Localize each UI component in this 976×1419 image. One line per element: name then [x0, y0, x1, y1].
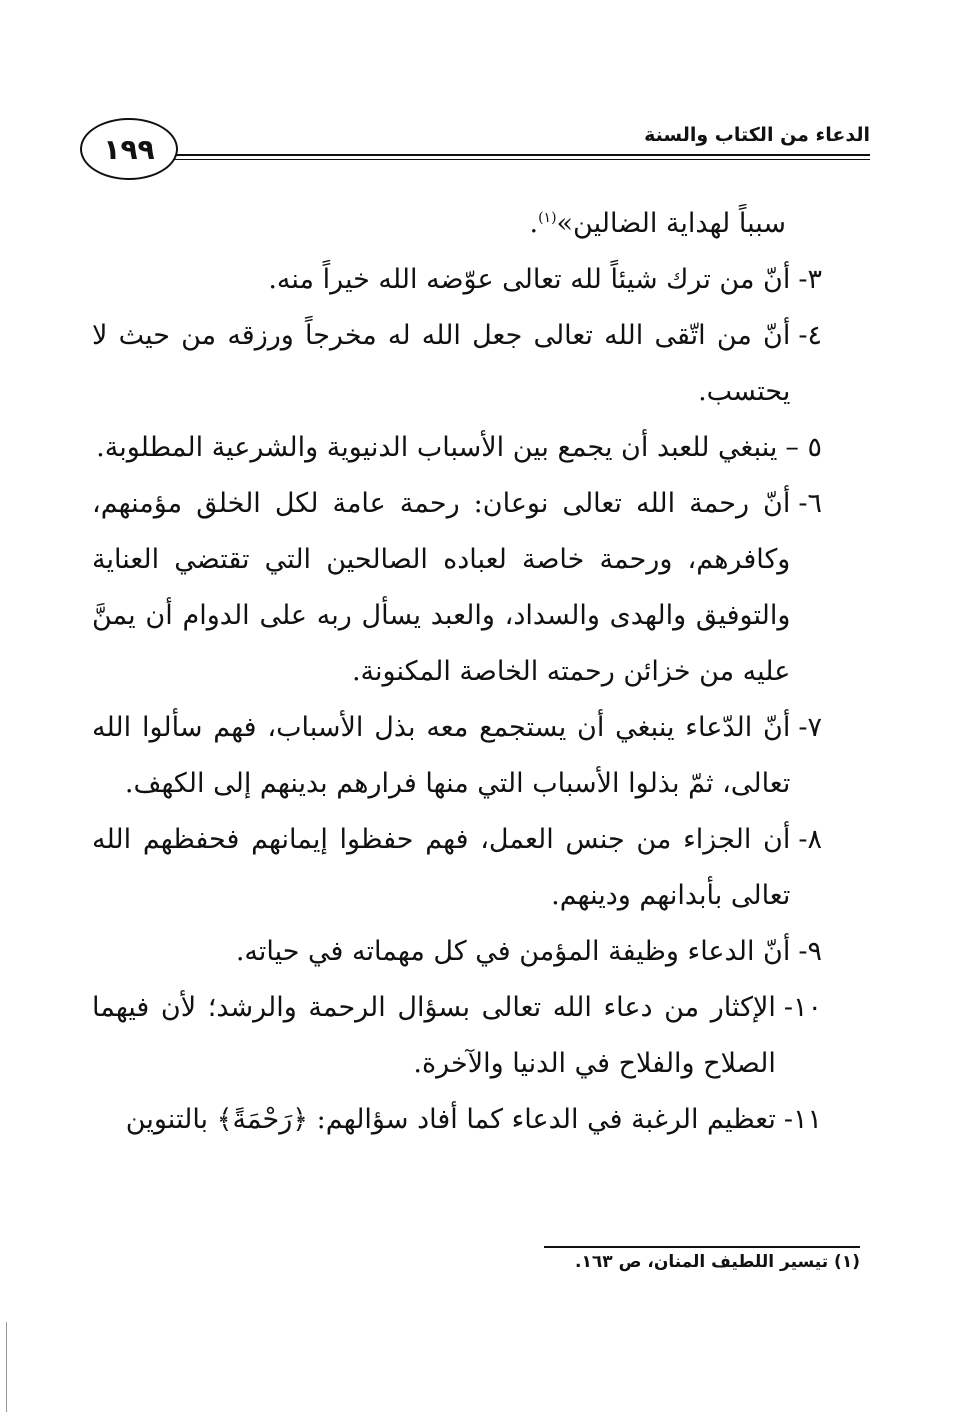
continuation-tail: . — [529, 208, 539, 239]
item-number: ٨- — [798, 824, 822, 855]
item-number: ٩- — [798, 936, 822, 967]
footnote: (١) تيسير اللطيف المنان، ص ١٦٣. — [575, 1252, 860, 1272]
list-item — [92, 1092, 822, 1148]
item-text: أنّ من ترك شيئاً لله تعالى عوّضه الله خيراً منه. — [268, 264, 791, 295]
list-item — [92, 812, 822, 924]
list-item — [92, 700, 822, 812]
list-item — [92, 980, 822, 1092]
item-text: أن الجزاء من جنس العمل، فهم حفظوا إيمانهم فحفظهم الله تعالى بأبدانهم ودينهم. — [92, 824, 791, 911]
list-item — [92, 924, 822, 980]
continuation-paragraph — [92, 196, 822, 252]
list-item — [92, 476, 822, 700]
scan-edge-line — [6, 1322, 7, 1412]
page-header — [80, 118, 870, 184]
list-item — [92, 252, 822, 308]
item-text: الإكثار من دعاء الله تعالى بسؤال الرحمة والرشد؛ لأن فيهما الصلاح والفلاح في الدنيا والآخرة. — [92, 992, 776, 1079]
continuation-text: سبباً لهداية الضالين» — [556, 208, 786, 239]
running-title: الدعاء من الكتاب والسنة — [644, 124, 870, 146]
list-item — [92, 420, 822, 476]
footnote-rule — [544, 1246, 860, 1248]
footnote-reference: (١) — [538, 210, 557, 226]
item-number: ٤- — [798, 320, 822, 351]
item-number: ٦- — [798, 488, 822, 519]
item-number: ٧- — [798, 712, 822, 743]
list-item — [92, 308, 822, 420]
item-text: أنّ رحمة الله تعالى نوعان: رحمة عامة لكل الخلق مؤمنهم، وكافرهم، ورحمة خاصة لعباده الصالحين التي تقتضي العناية والتوفيق والهدى والسداد، والعبد يسأل ربه على الدوام أن يمنَّ عليه من خزائن رحمته الخاصة المكنونة. — [92, 488, 791, 687]
page-number: ١٩٩ — [80, 118, 178, 180]
header-rule — [172, 154, 870, 160]
body-text — [92, 196, 822, 1148]
item-number: ١٠- — [783, 992, 822, 1023]
item-text: أنّ الدّعاء ينبغي أن يستجمع معه بذل الأسباب، فهم سألوا الله تعالى، ثمّ بذلوا الأسباب التي منها فرارهم بدينهم إلى الكهف. — [92, 712, 791, 799]
item-text: ينبغي للعبد أن يجمع بين الأسباب الدنيوية والشرعية المطلوبة. — [96, 432, 778, 463]
item-text: أنّ من اتّقى الله تعالى جعل الله له مخرجاً ورزقه من حيث لا يحتسب. — [92, 320, 791, 407]
item-text: تعظيم الرغبة في الدعاء كما أفاد سؤالهم: ﴿رَحْمَةً﴾ بالتنوين — [125, 1104, 776, 1135]
item-number: ٣- — [798, 264, 822, 295]
item-number: ٥ – — [785, 432, 822, 463]
item-text: أنّ الدعاء وظيفة المؤمن في كل مهماته في حياته. — [235, 936, 791, 967]
item-number: ١١- — [783, 1104, 822, 1135]
